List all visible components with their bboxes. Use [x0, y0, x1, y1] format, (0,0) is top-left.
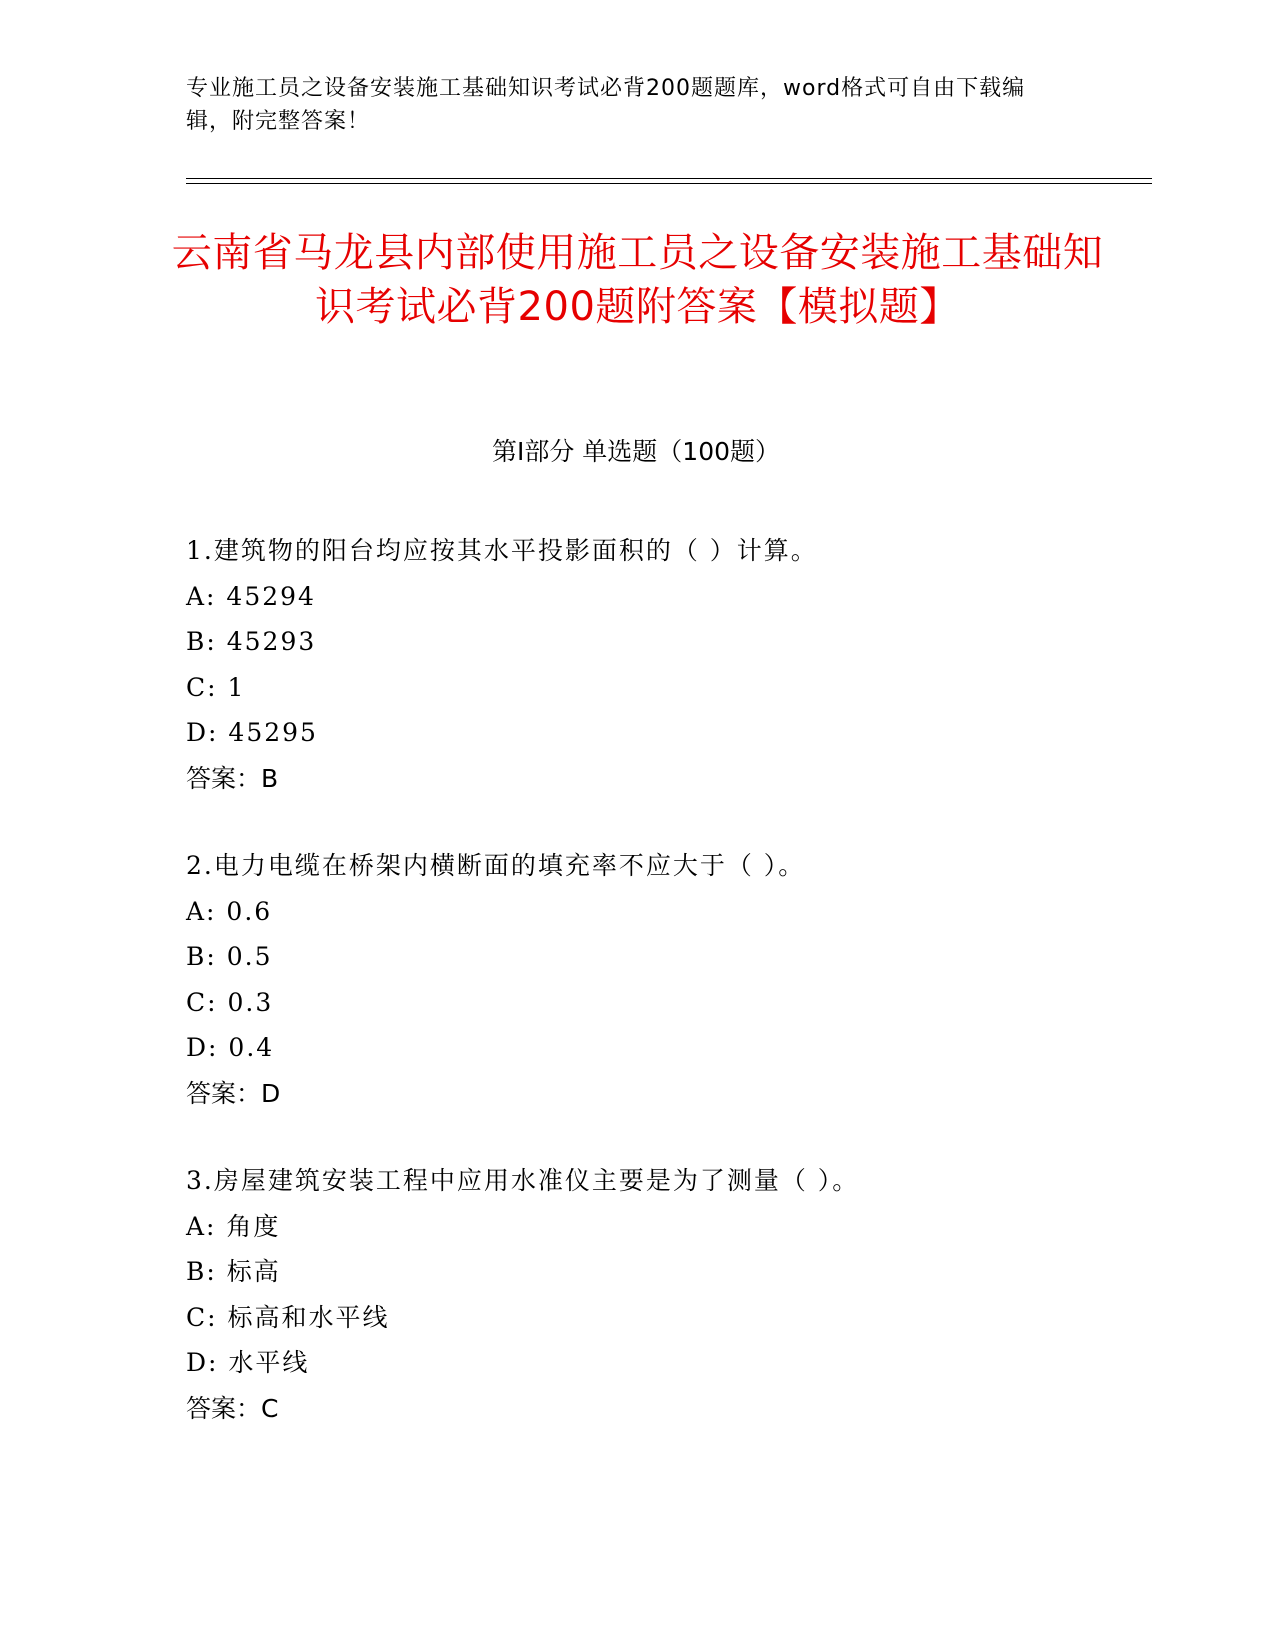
header-divider-top	[186, 178, 1152, 179]
section-title: 第Ⅰ部分 单选题（100题）	[491, 437, 781, 466]
question-stem: 2.电力电缆在桥架内横断面的填充率不应大于（ ）。	[186, 851, 806, 880]
question-list	[186, 528, 1146, 1473]
option-a: A: 角度	[186, 1211, 281, 1241]
option-b: B: 标高	[186, 1257, 281, 1286]
header-note: 专业施工员之设备安装施工基础知识考试必背200题题库，word格式可自由下载编辑，附完整答案！	[186, 76, 1026, 134]
question-stem: 1.建筑物的阳台均应按其水平投影面积的（ ）计算。	[186, 536, 818, 565]
question-item	[186, 1158, 1146, 1431]
option-b: B: 0.5	[186, 942, 273, 971]
document-title: 云南省马龙县内部使用施工员之设备安装施工基础知识考试必背200题附答案【模拟题】	[171, 230, 1104, 330]
option-c: C: 1	[186, 672, 246, 702]
option-d: D: 水平线	[186, 1348, 310, 1377]
option-a: A: 0.6	[186, 896, 273, 926]
question-item	[186, 528, 1146, 801]
option-c: C: 0.3	[186, 987, 274, 1017]
option-a: A: 45294	[186, 581, 316, 611]
answer-line: 答案：D	[186, 1078, 281, 1108]
answer-line: 答案：C	[186, 1393, 279, 1423]
option-d: D: 0.4	[186, 1033, 275, 1062]
option-b: B: 45293	[186, 627, 317, 656]
question-stem: 3.房屋建筑安装工程中应用水准仪主要是为了测量（ ）。	[186, 1166, 860, 1195]
question-item	[186, 843, 1146, 1116]
option-d: D: 45295	[186, 718, 318, 747]
header-divider-bottom	[186, 183, 1152, 184]
option-c: C: 标高和水平线	[186, 1302, 390, 1332]
answer-line: 答案：B	[186, 763, 279, 793]
